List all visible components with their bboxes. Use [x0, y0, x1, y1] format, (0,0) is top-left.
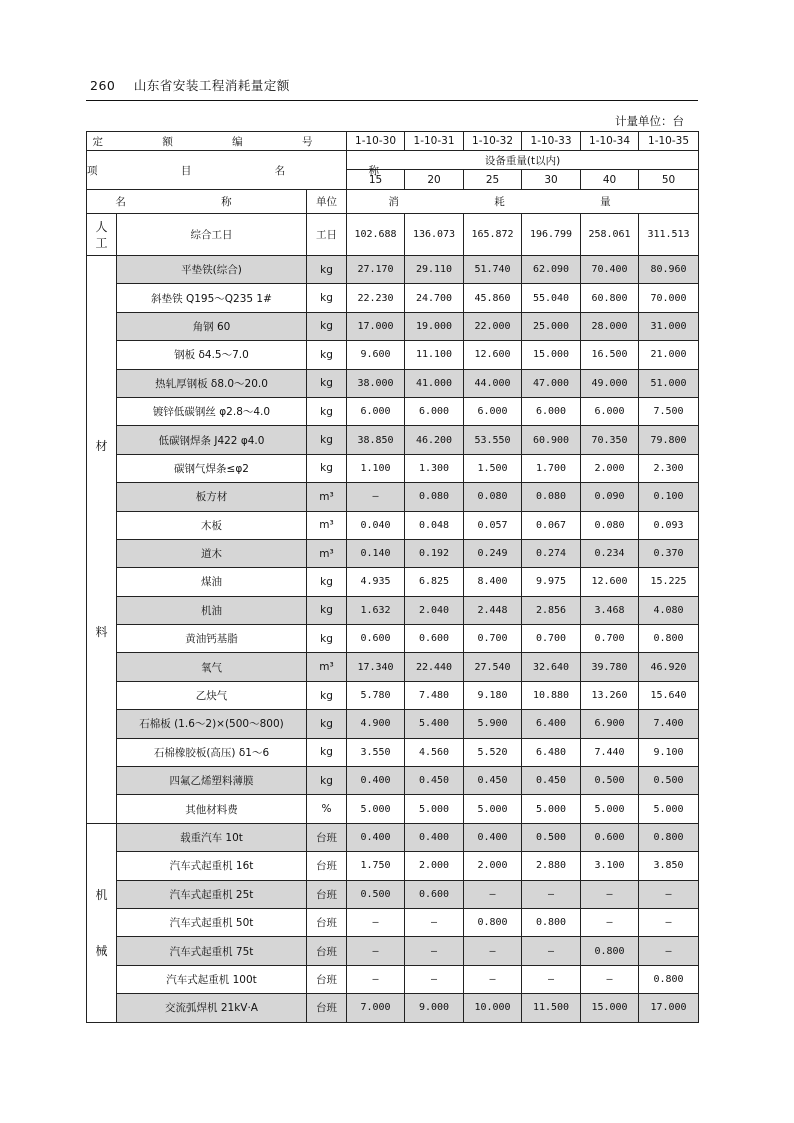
consumption-value: 4.080	[639, 596, 699, 624]
consumption-value: 0.700	[581, 625, 639, 653]
consumption-value: —	[464, 880, 522, 908]
item-unit: m³	[307, 483, 347, 511]
item-name: 低碳钢焊条 J422 φ4.0	[117, 426, 307, 454]
item-name: 载重汽车 10t	[117, 823, 307, 851]
consumption-value: 102.688	[347, 214, 405, 256]
consumption-value: —	[347, 908, 405, 936]
consumption-value: —	[639, 908, 699, 936]
table-row	[87, 341, 699, 369]
consumption-value: 39.780	[581, 653, 639, 681]
consumption-value: 80.960	[639, 256, 699, 284]
consumption-value: 0.800	[464, 908, 522, 936]
table-row	[87, 653, 699, 681]
item-unit: %	[307, 795, 347, 823]
consumption-value: 0.600	[581, 823, 639, 851]
consumption-value: 5.000	[639, 795, 699, 823]
consumption-value: 17.000	[347, 312, 405, 340]
item-name: 石棉板 (1.6～2)×(500～800)	[117, 710, 307, 738]
consumption-value: —	[581, 965, 639, 993]
item-unit: m³	[307, 511, 347, 539]
consumption-value: 45.860	[464, 284, 522, 312]
consumption-value: 12.600	[581, 568, 639, 596]
table-row	[87, 994, 699, 1022]
consumption-value: 3.100	[581, 852, 639, 880]
consumption-value: 15.225	[639, 568, 699, 596]
item-unit: kg	[307, 568, 347, 596]
item-unit: kg	[307, 426, 347, 454]
quota-code: 1-10-30	[347, 132, 405, 151]
consumption-value: 0.800	[639, 965, 699, 993]
consumption-value: 0.400	[347, 767, 405, 795]
consumption-value: 12.600	[464, 341, 522, 369]
consumption-value: 4.560	[405, 738, 464, 766]
consumption-value: 6.000	[581, 397, 639, 425]
table-row	[87, 426, 699, 454]
consumption-value: 79.800	[639, 426, 699, 454]
consumption-value: 6.000	[405, 397, 464, 425]
consumption-value: 5.000	[522, 795, 581, 823]
consumption-value: 1.300	[405, 454, 464, 482]
consumption-value: 2.000	[581, 454, 639, 482]
page-number: 260	[90, 78, 116, 93]
weight-label-row	[87, 151, 699, 170]
table-row	[87, 256, 699, 284]
consumption-value: 7.440	[581, 738, 639, 766]
consumption-value: —	[581, 880, 639, 908]
consumption-value: 5.780	[347, 681, 405, 709]
item-name: 乙炔气	[117, 681, 307, 709]
consumption-value: 3.550	[347, 738, 405, 766]
consumption-value: —	[464, 965, 522, 993]
consumption-value: 2.000	[464, 852, 522, 880]
table-row	[87, 454, 699, 482]
consumption-value: 17.340	[347, 653, 405, 681]
consumption-value: 0.249	[464, 539, 522, 567]
unit-column-header: 单位	[307, 190, 347, 214]
book-title: 山东省安装工程消耗量定额	[133, 78, 290, 93]
consumption-value: 5.000	[405, 795, 464, 823]
consumption-value: 9.100	[639, 738, 699, 766]
quota-code: 1-10-31	[405, 132, 464, 151]
consumption-value: 2.040	[405, 596, 464, 624]
consumption-value: 27.540	[464, 653, 522, 681]
item-unit: 台班	[307, 880, 347, 908]
consumption-value: 6.900	[581, 710, 639, 738]
item-name: 交流弧焊机 21kV·A	[117, 994, 307, 1022]
consumption-value: 1.700	[522, 454, 581, 482]
consumption-value: —	[522, 937, 581, 965]
item-name: 煤油	[117, 568, 307, 596]
table-row	[87, 397, 699, 425]
consumption-value: 29.110	[405, 256, 464, 284]
quota-no-label: 定 额 编 号	[87, 132, 347, 151]
quota-code: 1-10-35	[639, 132, 699, 151]
consumption-value: 15.640	[639, 681, 699, 709]
consumption-value: 31.000	[639, 312, 699, 340]
consumption-value: 22.230	[347, 284, 405, 312]
consumption-value: 0.400	[347, 823, 405, 851]
item-name: 平垫铁(综合)	[117, 256, 307, 284]
consumption-value: 8.400	[464, 568, 522, 596]
header-rule	[86, 100, 698, 101]
table-row	[87, 284, 699, 312]
consumption-value: —	[522, 880, 581, 908]
table-row	[87, 369, 699, 397]
consumption-value: 51.740	[464, 256, 522, 284]
consumption-value: 49.000	[581, 369, 639, 397]
labor-category: 人工	[87, 214, 117, 256]
consumption-value: 70.350	[581, 426, 639, 454]
table-row	[87, 214, 699, 256]
consumption-value: 7.480	[405, 681, 464, 709]
consumption-value: 0.450	[522, 767, 581, 795]
consumption-value: 6.825	[405, 568, 464, 596]
consumption-value: 46.920	[639, 653, 699, 681]
consumption-value: 70.000	[639, 284, 699, 312]
consumption-value: 16.500	[581, 341, 639, 369]
consumption-value: 10.880	[522, 681, 581, 709]
consumption-value: 0.700	[464, 625, 522, 653]
table-row	[87, 312, 699, 340]
consumption-value: 47.000	[522, 369, 581, 397]
consumption-value: —	[347, 965, 405, 993]
consumption-value: 9.600	[347, 341, 405, 369]
item-name: 机油	[117, 596, 307, 624]
consumption-value: 0.080	[405, 483, 464, 511]
consumption-value: 2.448	[464, 596, 522, 624]
consumption-value: 28.000	[581, 312, 639, 340]
consumption-value: 5.900	[464, 710, 522, 738]
table-row	[87, 823, 699, 851]
consumption-value: 60.800	[581, 284, 639, 312]
consumption-value: 0.100	[639, 483, 699, 511]
table-row	[87, 937, 699, 965]
consumption-value: 0.600	[347, 625, 405, 653]
table-row	[87, 625, 699, 653]
table-row	[87, 568, 699, 596]
item-name: 汽车式起重机 16t	[117, 852, 307, 880]
table-row	[87, 511, 699, 539]
weight-value: 30	[522, 170, 581, 190]
consumption-value: 2.856	[522, 596, 581, 624]
item-unit: kg	[307, 284, 347, 312]
table-row	[87, 738, 699, 766]
table-row	[87, 965, 699, 993]
consumption-value: 41.000	[405, 369, 464, 397]
item-name: 道木	[117, 539, 307, 567]
consumption-value: 7.500	[639, 397, 699, 425]
consumption-value: 0.450	[464, 767, 522, 795]
consumption-value: 165.872	[464, 214, 522, 256]
materials-category	[87, 256, 117, 824]
consumption-value: 19.000	[405, 312, 464, 340]
item-unit: kg	[307, 681, 347, 709]
consumption-value: 196.799	[522, 214, 581, 256]
consumption-value: —	[347, 483, 405, 511]
consumption-value: 9.180	[464, 681, 522, 709]
consumption-value: —	[522, 965, 581, 993]
category-char: 械	[95, 943, 108, 958]
item-name: 板方材	[117, 483, 307, 511]
weight-value: 15	[347, 170, 405, 190]
weight-value: 50	[639, 170, 699, 190]
table-row	[87, 852, 699, 880]
table-row	[87, 908, 699, 936]
consumption-value: 15.000	[522, 341, 581, 369]
item-unit: m³	[307, 653, 347, 681]
item-name: 镀锌低碳钢丝 φ2.8～4.0	[117, 397, 307, 425]
item-name: 汽车式起重机 75t	[117, 937, 307, 965]
consumption-value: 15.000	[581, 994, 639, 1022]
item-name: 汽车式起重机 25t	[117, 880, 307, 908]
consumption-value: 0.500	[639, 767, 699, 795]
consumption-value: —	[581, 908, 639, 936]
consumption-value: 0.500	[522, 823, 581, 851]
consumption-value: 55.040	[522, 284, 581, 312]
weight-value: 25	[464, 170, 522, 190]
consumption-value: 17.000	[639, 994, 699, 1022]
consumption-value: 0.800	[639, 625, 699, 653]
consumption-value: 7.000	[347, 994, 405, 1022]
consumption-value: 6.000	[347, 397, 405, 425]
table-row	[87, 795, 699, 823]
table-row	[87, 880, 699, 908]
consumption-value: 13.260	[581, 681, 639, 709]
item-name: 斜垫铁 Q195～Q235 1#	[117, 284, 307, 312]
consumption-value: 9.975	[522, 568, 581, 596]
consumption-value: 0.090	[581, 483, 639, 511]
consumption-value: 3.468	[581, 596, 639, 624]
consumption-value: 0.800	[522, 908, 581, 936]
quota-table	[86, 131, 699, 1023]
consumption-value: —	[639, 937, 699, 965]
consumption-value: 9.000	[405, 994, 464, 1022]
unit-note: 计量单位：台	[615, 114, 684, 128]
consumption-value: 0.080	[522, 483, 581, 511]
consumption-value: 44.000	[464, 369, 522, 397]
weight-value: 40	[581, 170, 639, 190]
item-name: 热轧厚钢板 δ8.0～20.0	[117, 369, 307, 397]
item-unit: kg	[307, 397, 347, 425]
consumption-value: 38.850	[347, 426, 405, 454]
consumption-value: 1.632	[347, 596, 405, 624]
item-unit: 台班	[307, 965, 347, 993]
consumption-value: 6.400	[522, 710, 581, 738]
item-name: 氧气	[117, 653, 307, 681]
consumption-value: 0.080	[464, 483, 522, 511]
quota-code: 1-10-32	[464, 132, 522, 151]
consumption-value: 5.520	[464, 738, 522, 766]
item-name: 碳钢气焊条≤φ2	[117, 454, 307, 482]
consumption-value: 0.700	[522, 625, 581, 653]
item-unit: kg	[307, 256, 347, 284]
item-name: 其他材料费	[117, 795, 307, 823]
consumption-value: 0.048	[405, 511, 464, 539]
quota-code-row	[87, 132, 699, 151]
consumption-value: 0.400	[464, 823, 522, 851]
consumption-value: 10.000	[464, 994, 522, 1022]
consumption-value: 27.170	[347, 256, 405, 284]
item-name: 汽车式起重机 50t	[117, 908, 307, 936]
consumption-value: 2.880	[522, 852, 581, 880]
item-unit: 台班	[307, 852, 347, 880]
consumption-value: 5.000	[347, 795, 405, 823]
consumption-value: 258.061	[581, 214, 639, 256]
consumption-value: 0.500	[581, 767, 639, 795]
consumption-value: 38.000	[347, 369, 405, 397]
consumption-value: 0.600	[405, 880, 464, 908]
consumption-value: 70.400	[581, 256, 639, 284]
item-unit: kg	[307, 312, 347, 340]
quota-code: 1-10-33	[522, 132, 581, 151]
consumption-value: 6.480	[522, 738, 581, 766]
consumption-value: —	[405, 937, 464, 965]
table-row	[87, 483, 699, 511]
consumption-value: 0.040	[347, 511, 405, 539]
quota-code: 1-10-34	[581, 132, 639, 151]
item-unit: 工日	[307, 214, 347, 256]
table-row	[87, 767, 699, 795]
consumption-value: 62.090	[522, 256, 581, 284]
table-row	[87, 596, 699, 624]
machinery-category	[87, 823, 117, 1022]
consumption-value: 0.274	[522, 539, 581, 567]
consumption-value: 311.513	[639, 214, 699, 256]
consumption-value: —	[405, 908, 464, 936]
consumption-value: 6.000	[522, 397, 581, 425]
consumption-value: 6.000	[464, 397, 522, 425]
category-char: 料	[95, 625, 108, 640]
item-name: 角钢 60	[117, 312, 307, 340]
item-unit: kg	[307, 454, 347, 482]
consumption-value: 53.550	[464, 426, 522, 454]
consumption-value: 2.000	[405, 852, 464, 880]
item-name-label: 项 目 名 称	[87, 151, 347, 190]
weight-value: 20	[405, 170, 464, 190]
item-unit: kg	[307, 710, 347, 738]
consumption-value: 5.000	[464, 795, 522, 823]
consumption-value: 0.093	[639, 511, 699, 539]
item-unit: 台班	[307, 908, 347, 936]
consumption-value: 2.300	[639, 454, 699, 482]
consumption-value: 4.935	[347, 568, 405, 596]
consumption-value: 0.600	[405, 625, 464, 653]
item-name: 综合工日	[117, 214, 307, 256]
consumption-value: 136.073	[405, 214, 464, 256]
item-name: 钢板 δ4.5～7.0	[117, 341, 307, 369]
consumption-value: —	[405, 965, 464, 993]
consumption-value: —	[464, 937, 522, 965]
consumption-value: 0.057	[464, 511, 522, 539]
item-unit: kg	[307, 767, 347, 795]
table-row	[87, 681, 699, 709]
consumption-value: 0.800	[581, 937, 639, 965]
name-column-header: 名 称	[87, 190, 307, 214]
consumption-value: 11.500	[522, 994, 581, 1022]
item-name: 四氟乙烯塑料薄膜	[117, 767, 307, 795]
consumption-value: 0.067	[522, 511, 581, 539]
consumption-value: 0.500	[347, 880, 405, 908]
consumption-value: 1.100	[347, 454, 405, 482]
item-name: 木板	[117, 511, 307, 539]
consumption-value: 22.440	[405, 653, 464, 681]
category-char: 机	[95, 887, 108, 902]
item-unit: kg	[307, 596, 347, 624]
consumption-value: 32.640	[522, 653, 581, 681]
consumption-value: 46.200	[405, 426, 464, 454]
table-row	[87, 539, 699, 567]
item-unit: 台班	[307, 937, 347, 965]
consumption-value: 7.400	[639, 710, 699, 738]
consumption-value: 5.400	[405, 710, 464, 738]
consumption-value: 0.234	[581, 539, 639, 567]
consumption-value: 0.370	[639, 539, 699, 567]
item-unit: kg	[307, 369, 347, 397]
consumption-value: 0.140	[347, 539, 405, 567]
consumption-value: 0.450	[405, 767, 464, 795]
consumption-header: 消 耗 量	[347, 190, 699, 214]
category-char: 材	[95, 439, 108, 454]
item-unit: kg	[307, 341, 347, 369]
item-name: 石棉橡胶板(高压) δ1～6	[117, 738, 307, 766]
consumption-value: 24.700	[405, 284, 464, 312]
consumption-value: 21.000	[639, 341, 699, 369]
consumption-value: 1.500	[464, 454, 522, 482]
item-unit: kg	[307, 738, 347, 766]
page-header	[90, 76, 290, 94]
item-unit: 台班	[307, 994, 347, 1022]
item-unit: kg	[307, 625, 347, 653]
table-row	[87, 710, 699, 738]
item-unit: m³	[307, 539, 347, 567]
consumption-value: 60.900	[522, 426, 581, 454]
column-header-row	[87, 190, 699, 214]
consumption-value: 0.800	[639, 823, 699, 851]
consumption-value: 4.900	[347, 710, 405, 738]
item-unit: 台班	[307, 823, 347, 851]
consumption-value: 5.000	[581, 795, 639, 823]
consumption-value: 51.000	[639, 369, 699, 397]
consumption-value: 3.850	[639, 852, 699, 880]
consumption-value: —	[639, 880, 699, 908]
consumption-value: 0.400	[405, 823, 464, 851]
consumption-value: 11.100	[405, 341, 464, 369]
consumption-value: 0.080	[581, 511, 639, 539]
consumption-value: 1.750	[347, 852, 405, 880]
item-name: 黄油钙基脂	[117, 625, 307, 653]
consumption-value: —	[347, 937, 405, 965]
consumption-value: 0.192	[405, 539, 464, 567]
consumption-value: 22.000	[464, 312, 522, 340]
item-name: 汽车式起重机 100t	[117, 965, 307, 993]
consumption-value: 25.000	[522, 312, 581, 340]
weight-label: 设备重量(t以内)	[347, 151, 699, 170]
